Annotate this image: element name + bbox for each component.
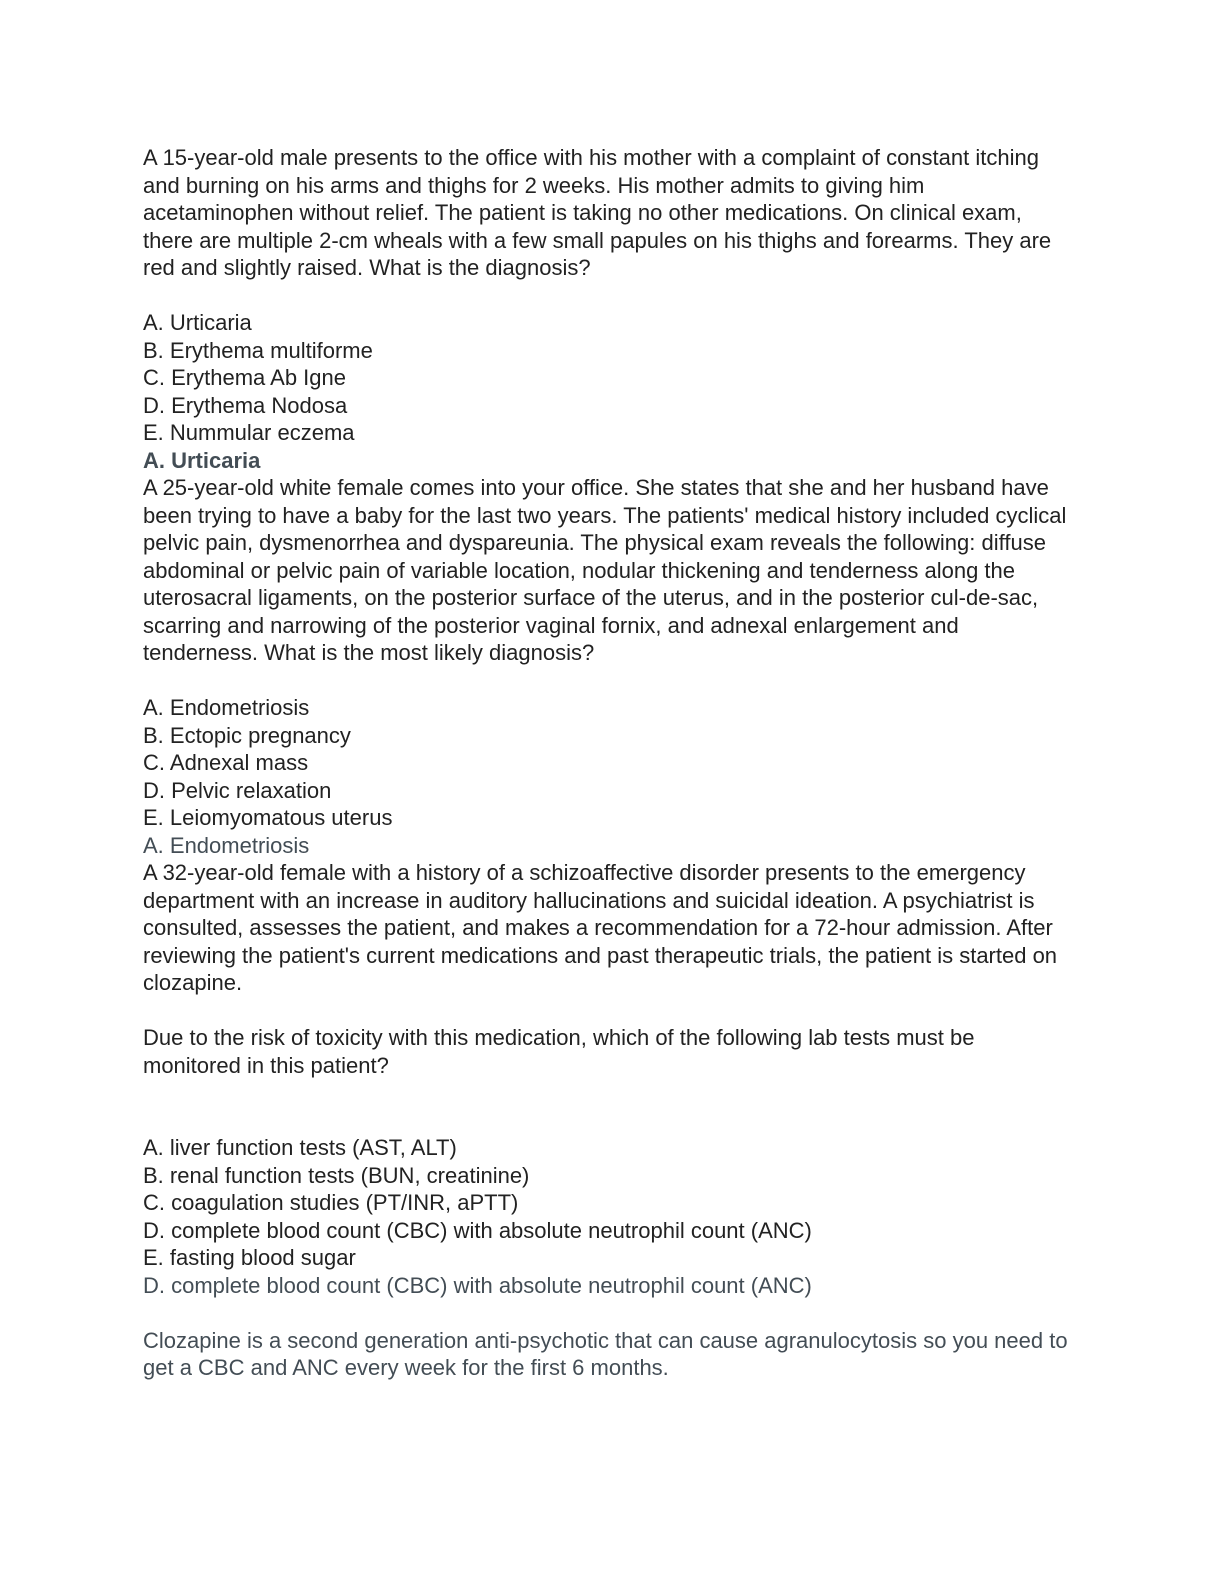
question-1-option-d: D. Erythema Nodosa bbox=[143, 392, 348, 418]
question-2-option-a: A. Endometriosis bbox=[143, 695, 310, 720]
question-1-option-e: E. Nummular eczema bbox=[143, 420, 355, 445]
question-2-option-e: E. Leiomyomatous uterus bbox=[143, 805, 393, 830]
question-1-option-b: B. Erythema multiforme bbox=[143, 337, 373, 363]
question-3-option-d: D. complete blood count (CBC) with absolute neutrophil count (ANC) bbox=[143, 1217, 812, 1243]
question-3-option-a: A. liver function tests (AST, ALT) bbox=[143, 1135, 457, 1160]
question-2-options bbox=[143, 694, 1078, 832]
spacer bbox=[143, 667, 1078, 695]
question-3-explanation: Clozapine is a second generation anti-psychotic that can cause agranulocytosis so you need to get a CBC and ANC every week for the first 6 months. bbox=[143, 1327, 1068, 1380]
question-3-stem: A 32-year-old female with a history of a schizoaffective disorder presents to the emergency department with an increase in auditory hallucinations and suicidal ideation. A psychiatrist is consulted, assesses the patient, and makes a recommendation for a 72-hour admission. After reviewing the patient's current medications and past therapeutic trials, the patient is started on clozapine. bbox=[143, 860, 1058, 995]
question-3-stem-continued: Due to the risk of toxicity with this medication, which of the following lab tests must be monitored in this patient? bbox=[143, 1025, 975, 1078]
question-3-options bbox=[143, 1134, 1078, 1272]
question-2-stem: A 25-year-old white female comes into your office. She states that she and her husband have been trying to have a baby for the last two years. The patients' medical history included cyclical pelvic pain, dysmenorrhea and dyspareunia. The physical exam reveals the following: diffuse abdominal or pelvic pain of variable location, nodular thickening and tenderness along the uterosacral ligaments, on the posterior surface of the uterus, and in the posterior cul-de-sac, scarring and narrowing of the posterior vaginal fornix, and adnexal enlargement and tenderness. What is the most likely diagnosis? bbox=[143, 475, 1067, 665]
spacer bbox=[143, 1299, 1078, 1327]
question-3-answer: D. complete blood count (CBC) with absolute neutrophil count (ANC) bbox=[143, 1272, 812, 1298]
question-2-option-c: C. Adnexal mass bbox=[143, 750, 309, 775]
question-3-option-c: C. coagulation studies (PT/INR, aPTT) bbox=[143, 1190, 519, 1215]
question-2-option-b: B. Ectopic pregnancy bbox=[143, 722, 351, 748]
spacer bbox=[143, 282, 1078, 310]
question-2-answer: A. Endometriosis bbox=[143, 832, 310, 858]
question-1-answer: A. Urticaria bbox=[143, 447, 261, 473]
question-1-option-a: A. Urticaria bbox=[143, 310, 252, 335]
question-2-option-d: D. Pelvic relaxation bbox=[143, 777, 332, 803]
spacer bbox=[143, 997, 1078, 1025]
spacer bbox=[143, 1079, 1078, 1134]
document-page bbox=[143, 144, 1078, 1382]
question-3-option-e: E. fasting blood sugar bbox=[143, 1245, 356, 1270]
question-1-options bbox=[143, 309, 1078, 447]
question-1-stem: A 15-year-old male presents to the office with his mother with a complaint of constant itching and burning on his arms and thighs for 2 weeks. His mother admits to giving him acetaminophen without relief. The patient is taking no other medications. On clinical exam, there are multiple 2-cm wheals with a few small papules on his thighs and forearms. They are red and slightly raised. What is the diagnosis? bbox=[143, 145, 1052, 280]
question-1-option-c: C. Erythema Ab Igne bbox=[143, 365, 346, 390]
question-3-option-b: B. renal function tests (BUN, creatinine) bbox=[143, 1162, 530, 1188]
